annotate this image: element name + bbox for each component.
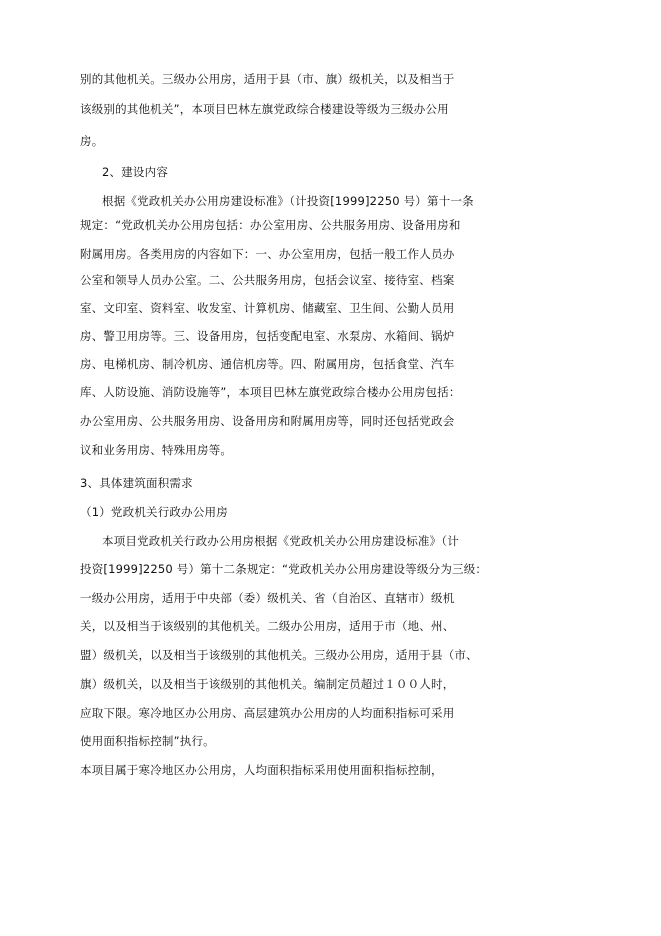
text-line-22: 旗）级机关，以及相当于该级别的其他机关。编制定员超过１００人时， [80, 677, 455, 691]
section-heading-2: 2、建设内容 [102, 165, 169, 179]
subsection-heading-1: （1）党政机关行政办公用房 [80, 505, 228, 519]
section-heading-3: 3、具体建筑面积需求 [80, 476, 193, 490]
text-line-19: 一级办公用房，适用于中央部（委）级机关、省（自治区、直辖市）级机 [80, 591, 455, 605]
text-line-12: 库、人防设施、消防设施等”，本项目巴林左旗党政综合楼办公用房包括： [80, 385, 461, 399]
text-line-10: 房、警卫用房等。三、设备用房，包括变配电室、水泵房、水箱间、锅炉 [80, 329, 455, 343]
text-line-1: 别的其他机关。三级办公用房，适用于县（市、旗）级机关，以及相当于 [80, 72, 455, 86]
text-line-23: 应取下限。寒冷地区办公用房、高层建筑办公用房的人均面积指标可采用 [80, 706, 455, 720]
text-line-11: 房、电梯机房、制冷机房、通信机房等。四、附属用房，包括食堂、汽车 [80, 357, 455, 371]
text-line-9: 室、文印室、资料室、收发室、计算机房、储藏室、卫生间、公勤人员用 [80, 301, 455, 315]
text-line-13: 办公室用房、公共服务用房、设备用房和附属用房等，同时还包括党政会 [80, 414, 455, 428]
text-line-20: 关，以及相当于该级别的其他机关。二级办公用房，适用于市（地、州、 [80, 619, 455, 633]
text-line-14: 议和业务用房、特殊用房等。 [80, 443, 233, 457]
text-line-17: 本项目党政机关行政办公用房根据《党政机关办公用房建设标准》（计 [102, 534, 459, 548]
text-line-7: 附属用房。各类用房的内容如下：一、办公室用房，包括一般工作人员办 [80, 247, 455, 261]
text-line-24: 使用面积指标控制”执行。 [80, 734, 215, 748]
text-line-6: 规定：“党政机关办公用房包括：办公室用房、公共服务用房、设备用房和 [80, 218, 461, 232]
text-line-25: 本项目属于寒冷地区办公用房，人均面积指标采用使用面积指标控制， [80, 763, 443, 777]
text-line-5: 根据《党政机关办公用房建设标准》（计投资[1999]2250 号）第十一条 [102, 194, 474, 208]
text-line-18: 投资[1999]2250 号）第十二条规定：“党政机关办公用房建设等级分为三级： [80, 562, 488, 576]
text-line-3: 房。 [80, 134, 104, 148]
text-line-2: 该级别的其他机关”，本项目巴林左旗党政综合楼建设等级为三级办公用 [80, 102, 449, 116]
text-line-21: 盟）级机关，以及相当于该级别的其他机关。三级办公用房，适用于县（市、 [80, 648, 478, 662]
text-line-8: 公室和领导人员办公室。二、公共服务用房，包括会议室、接待室、档案 [80, 273, 455, 287]
